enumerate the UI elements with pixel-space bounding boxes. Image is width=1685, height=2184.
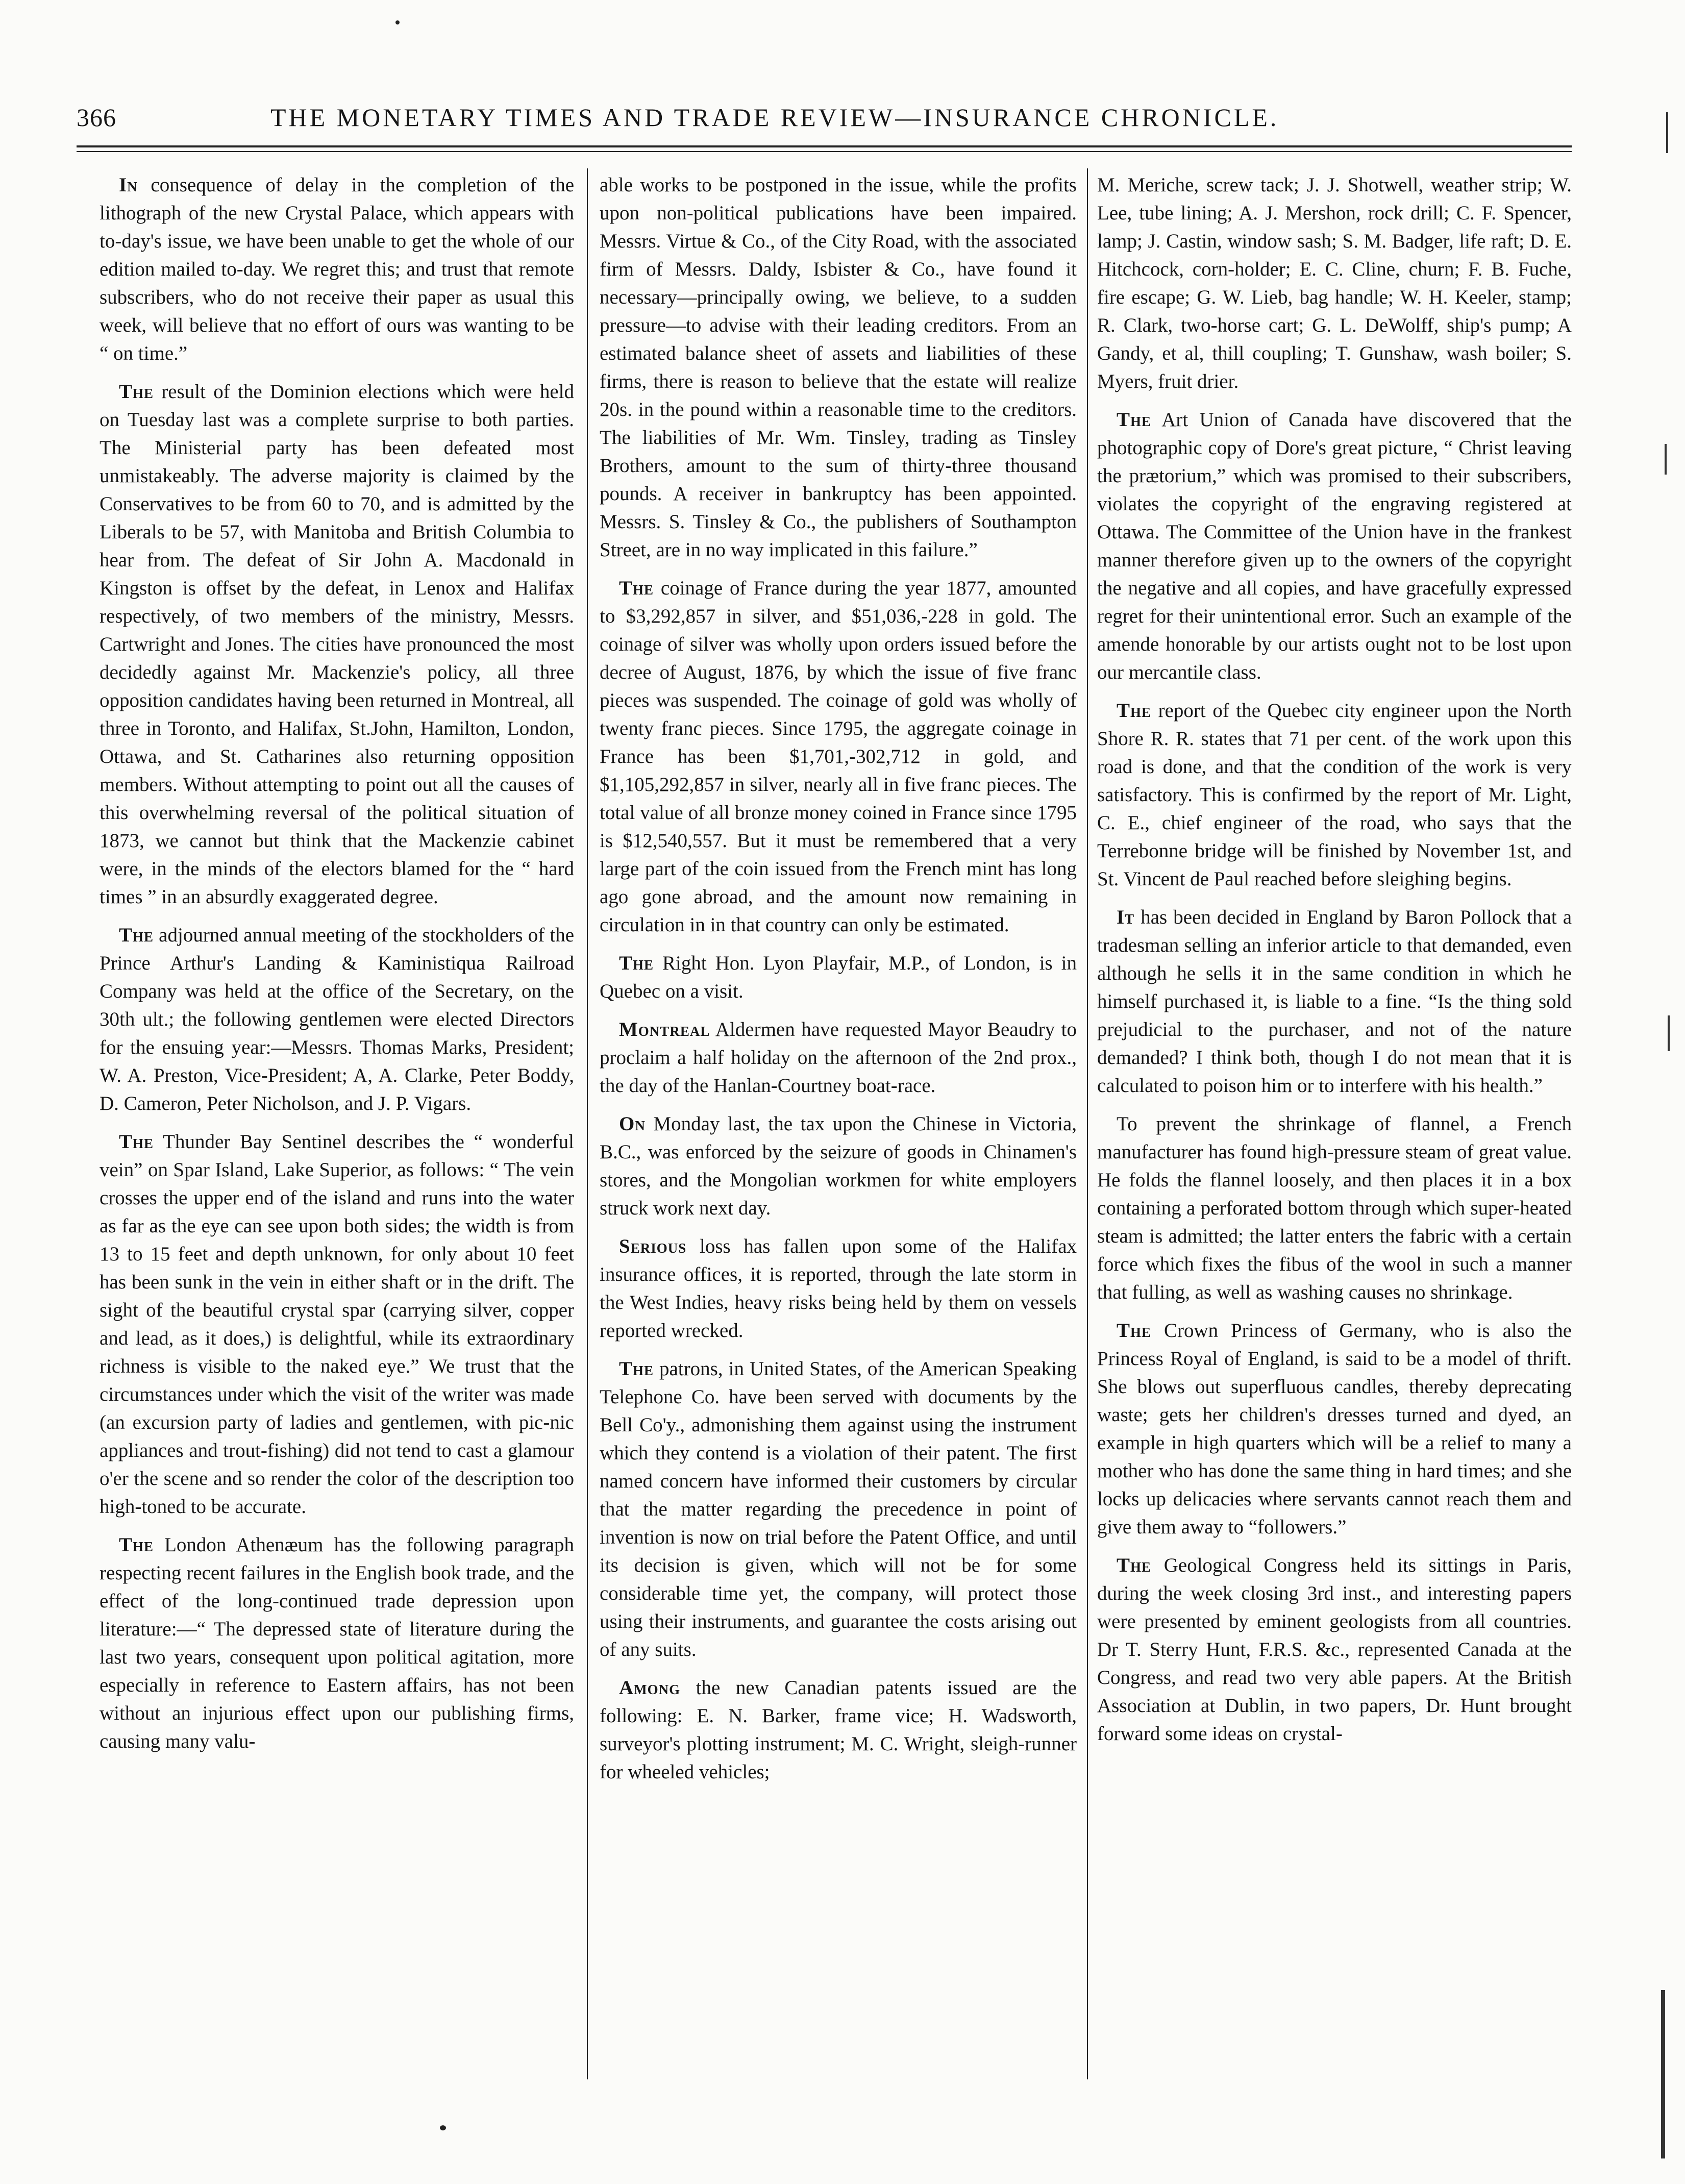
paragraph bbox=[1097, 1551, 1572, 1748]
running-title: THE MONETARY TIMES AND TRADE REVIEW—INSURANCE CHRONICLE. bbox=[270, 103, 1279, 132]
paragraph bbox=[600, 574, 1077, 939]
page-edge-mark bbox=[1668, 1015, 1670, 1051]
paragraph-text: Geological Congress held its sittings in Paris, during the week closing 3rd inst., and interesting papers were presented by eminent geologists from all countries. Dr T. Sterry Hunt, F.R.S. &c., represented Canada at the Congress, and read two very able papers. At the British Association at Dublin, in two papers, Dr. Hunt brought forward some ideas on crystal- bbox=[1097, 1554, 1572, 1745]
paragraph-text: Aldermen have requested Mayor Beaudry to proclaim a half holiday on the afternoon of the 2nd prox., the day of the Hanlan-Courtney boat-race. bbox=[600, 1019, 1077, 1097]
paragraph bbox=[100, 378, 574, 911]
paragraph bbox=[100, 171, 574, 367]
paragraph bbox=[100, 1128, 574, 1521]
paragraph-text: Art Union of Canada have discovered that the photographic copy of Dore's great picture, “ Christ leaving the prætorium,” which was promised to their subscribers, violates the copyright of the engraving registered at Ottawa. The Committee of the Union have in the frankest manner therefore given up to the owners of the copyright the negative and all copies, and have gracefully expressed regret for their unintentional error. Such an example of the amende honorable by our artists ought not to be lost upon our mercantile class. bbox=[1097, 409, 1572, 683]
paragraph-text: Monday last, the tax upon the Chinese in Victoria, B.C., was enforced by the seizure of goods in Chinamen's stores, and the Mongolian workmen for white employers struck work next day. bbox=[600, 1113, 1077, 1219]
lead-word: The bbox=[119, 1534, 154, 1556]
paragraph-text: M. Meriche, screw tack; J. J. Shotwell, weather strip; W. Lee, tube lining; A. J. Mershon, rock drill; C. F. Spencer, lamp; J. Castin, window sash; S. M. Badger, life raft; D. E. Hitchcock, corn-holder; E. C. Cline, churn; F. B. Fuche, fire escape; G. W. Lieb, bag handle; W. H. Keeler, stamp; R. Clark, two-horse cart; G. L. DeWolff, ship's pump; A Gandy, et al, thill coupling; T. Gunshaw, wash boiler; S. Myers, fruit drier. bbox=[1097, 174, 1572, 392]
page-number: 366 bbox=[77, 103, 116, 132]
paragraph bbox=[600, 1355, 1077, 1664]
paragraph bbox=[1097, 697, 1572, 893]
lead-word: The bbox=[119, 924, 154, 946]
paragraph bbox=[1097, 903, 1572, 1100]
lead-word: The bbox=[1117, 409, 1152, 431]
paragraph-text: loss has fallen upon some of the Halifax insurance offices, it is reported, through the late storm in the West Indies, heavy risks being held by them on vessels reported wrecked. bbox=[600, 1235, 1077, 1342]
paragraph bbox=[100, 1531, 574, 1755]
column-1 bbox=[100, 171, 574, 2074]
lead-word: The bbox=[1117, 1320, 1152, 1342]
lead-word: Montreal bbox=[619, 1019, 710, 1040]
lead-word: The bbox=[119, 381, 154, 403]
paragraph-text: Crown Princess of Germany, who is also the Princess Royal of England, is said to be a model of thrift. She blows out superfluous candles, thereby deprecating waste; gets her children's dresses turned and dyed, an example in high quarters which will be a relief to many a mother who has done the same thing in hard times; and she locks up delicacies where servants cannot reach them and give them away to “followers.” bbox=[1097, 1320, 1572, 1538]
header-rule-thick bbox=[77, 145, 1572, 147]
paragraph bbox=[600, 1110, 1077, 1222]
lead-word: It bbox=[1117, 906, 1135, 928]
lead-word: Among bbox=[619, 1677, 681, 1699]
paragraph-text: able works to be postponed in the issue, while the profits upon non-political publications have been impaired. Messrs. Virtue & Co., of the City Road, with the associated firm of Messrs. Daldy, Isbister & Co., have found it necessary—principally owing, we believe, to a sudden pressure—to advise with their leading creditors. From an estimated balance sheet of assets and liabilities of these firms, there is reason to believe that the estate will realize 20s. in the pound within a reasonable time to the creditors. The liabilities of Mr. Wm. Tinsley, trading as Tinsley Brothers, amount to the sum of thirty-three thousand pounds. A receiver in bankruptcy has been appointed. Messrs. S. Tinsley & Co., the publishers of Southampton Street, are in no way implicated in this failure.” bbox=[600, 174, 1077, 561]
paragraph-text: patrons, in United States, of the American Speaking Telephone Co. have been served with documents by the Bell Co'y., admonishing them against using the instrument which they contend is a violation of their patent. The first named concern have informed their customers by circular that the matter regarding the precedence in point of invention is now on trial before the Patent Office, and until its decision is given, which will not be for some considerable time yet, the company, will protect those using their instruments, and guarantee the costs arising out of any suits. bbox=[600, 1358, 1077, 1660]
scan-speck bbox=[440, 2125, 446, 2130]
paragraph-text: To prevent the shrinkage of flannel, a French manufacturer has found high-pressure steam of great value. He folds the flannel loosely, and then places it in a box containing a perforated bottom through which super-heated steam is admitted; the latter enters the fabric with a certain force which fixes the fibus of the wool in such a manner that fulling, as well as washing causes no shrinkage. bbox=[1097, 1113, 1572, 1303]
paragraph-text: adjourned annual meeting of the stockholders of the Prince Arthur's Landing & Kaministiqua Railroad Company was held at the office of the Secretary, on the 30th ult.; the following gentlemen were elected Directors for the ensuing year:—Messrs. Thomas Marks, President; W. A. Preston, Vice-President; A, A. Clarke, Peter Boddy, D. Cameron, Peter Nicholson, and J. P. Vigars. bbox=[100, 924, 574, 1114]
column-2 bbox=[600, 171, 1077, 2074]
column-divider bbox=[1087, 168, 1088, 2079]
paragraph bbox=[600, 171, 1077, 564]
paragraph bbox=[1097, 406, 1572, 686]
paragraph-text: has been decided in England by Baron Pollock that a tradesman selling an inferior article to that demanded, even although he sells it in the same condition in which he himself purchased it, is liable to a fine. “Is the thing sold prejudicial to the purchaser, and not of the nature demanded? I think both, though I do not mean that it is calculated to poison him or to interfere with his health.” bbox=[1097, 906, 1572, 1097]
lead-word: The bbox=[619, 1358, 654, 1380]
paragraph-text: London Athenæum has the following paragraph respecting recent failures in the English book trade, and the effect of the long-continued trade depression upon literature:—“ The depressed state of literature during the last two years, consequent upon political agitation, more especially in reference to Eastern affairs, has not been without an injurious effect upon our publishing firms, causing many valu- bbox=[100, 1534, 574, 1752]
paragraph bbox=[1097, 1110, 1572, 1306]
lead-word: The bbox=[619, 952, 654, 974]
page-edge-mark bbox=[1665, 444, 1667, 475]
paragraph-text: Right Hon. Lyon Playfair, M.P., of London, is in Quebec on a visit. bbox=[600, 952, 1077, 1002]
lead-word: The bbox=[119, 1131, 154, 1153]
scan-speck bbox=[395, 20, 400, 24]
paragraph bbox=[1097, 171, 1572, 395]
paragraph bbox=[600, 1015, 1077, 1100]
paragraph bbox=[100, 921, 574, 1118]
lead-word: On bbox=[619, 1113, 646, 1135]
paragraph-text: consequence of delay in the completion of the lithograph of the new Crystal Palace, which appears with to-day's issue, we have been unable to get the whole of our edition mailed to-day. We regret this; and trust that remote subscribers, who do not receive their paper as usual this week, will believe that no effort of ours was wanting to be “ on time.” bbox=[100, 174, 574, 364]
page-header bbox=[77, 100, 1572, 140]
paragraph-text: coinage of France during the year 1877, amounted to $3,292,857 in silver, and $51,036,-228 in gold. The coinage of silver was wholly upon orders issued before the decree of August, 1876, by which the issue of five franc pieces was suspended. The coinage of gold was wholly of twenty franc pieces. Since 1795, the aggregate coinage in France has been $1,701,-302,712 in gold, and $1,105,292,857 in silver, nearly all in five franc pieces. The total value of all bronze money coined in France since 1795 is $12,540,557. But it must be remembered that a very large part of the coin issued from the French mint has long ago gone abroad, and the amount now remaining in circulation in in that country can only be estimated. bbox=[600, 577, 1077, 936]
paragraph bbox=[600, 1232, 1077, 1345]
lead-word: Serious bbox=[619, 1235, 687, 1257]
lead-word: The bbox=[1117, 700, 1152, 722]
column-3 bbox=[1097, 171, 1572, 2074]
paragraph bbox=[1097, 1317, 1572, 1541]
paragraph-text: the new Canadian patents issued are the following: E. N. Barker, frame vice; H. Wadsworth, surveyor's plotting instrument; M. C. Wright, sleigh-runner for wheeled vehicles; bbox=[600, 1677, 1077, 1783]
paragraph-text: report of the Quebec city engineer upon the North Shore R. R. states that 71 per cent. of the work upon this road is done, and that the condition of the work is very satisfactory. This is confirmed by the report of Mr. Light, C. E., chief engineer of the road, who says that the Terrebonne bridge will be finished by November 1st, and St. Vincent de Paul reached before sleighing begins. bbox=[1097, 700, 1572, 890]
lead-word: The bbox=[619, 577, 654, 599]
page-edge-mark bbox=[1661, 1990, 1665, 2158]
paragraph-text: Thunder Bay Sentinel describes the “ wonderful vein” on Spar Island, Lake Superior, as follows: “ The vein crosses the upper end of the island and runs into the water as far as the eye can see upon both sides; the width is from 13 to 15 feet and depth unknown, for only about 10 feet has been sunk in the vein in either shaft or in the drift. The sight of the beautiful crystal spar (carrying silver, copper and lead, as it does,) is delightful, while its extraordinary richness is visible to the naked eye.” We trust that the circumstances under which the visit of the writer was made (an excursion party of ladies and gentlemen, with pic-nic appliances and trout-fishing) did not tend to cast a glamour o'er the scene and so render the color of the description too high-toned to be accurate. bbox=[100, 1131, 574, 1518]
lead-word: The bbox=[1117, 1554, 1152, 1576]
paragraph bbox=[600, 949, 1077, 1005]
column-divider bbox=[587, 168, 588, 2079]
paragraph bbox=[600, 1674, 1077, 1786]
page-edge-mark bbox=[1666, 112, 1668, 153]
lead-word: In bbox=[119, 174, 138, 196]
header-rule-thin bbox=[77, 151, 1572, 152]
paragraph-text: result of the Dominion elections which were held on Tuesday last was a complete surprise to both parties. The Ministerial party has been defeated most unmistakeably. The adverse majority is claimed by the Conservatives to be from 60 to 70, and is admitted by the Liberals to be 57, with Manitoba and British Columbia to hear from. The defeat of Sir John A. Macdonald in Kingston is offset by the defeat, in Lenox and Halifax respectively, of two members of the ministry, Messrs. Cartwright and Jones. The cities have pronounced the most decidedly against Mr. Mackenzie's policy, all three opposition candidates having been returned in Montreal, all three in Toronto, and Halifax, St.John, Hamilton, London, Ottawa, and St. Catharines also returning opposition members. Without attempting to point out all the causes of this overwhelming reversal of the political situation of 1873, we cannot but think that the Mackenzie cabinet were, in the minds of the electors blamed for the “ hard times ” in an absurdly exaggerated degree. bbox=[100, 381, 574, 908]
